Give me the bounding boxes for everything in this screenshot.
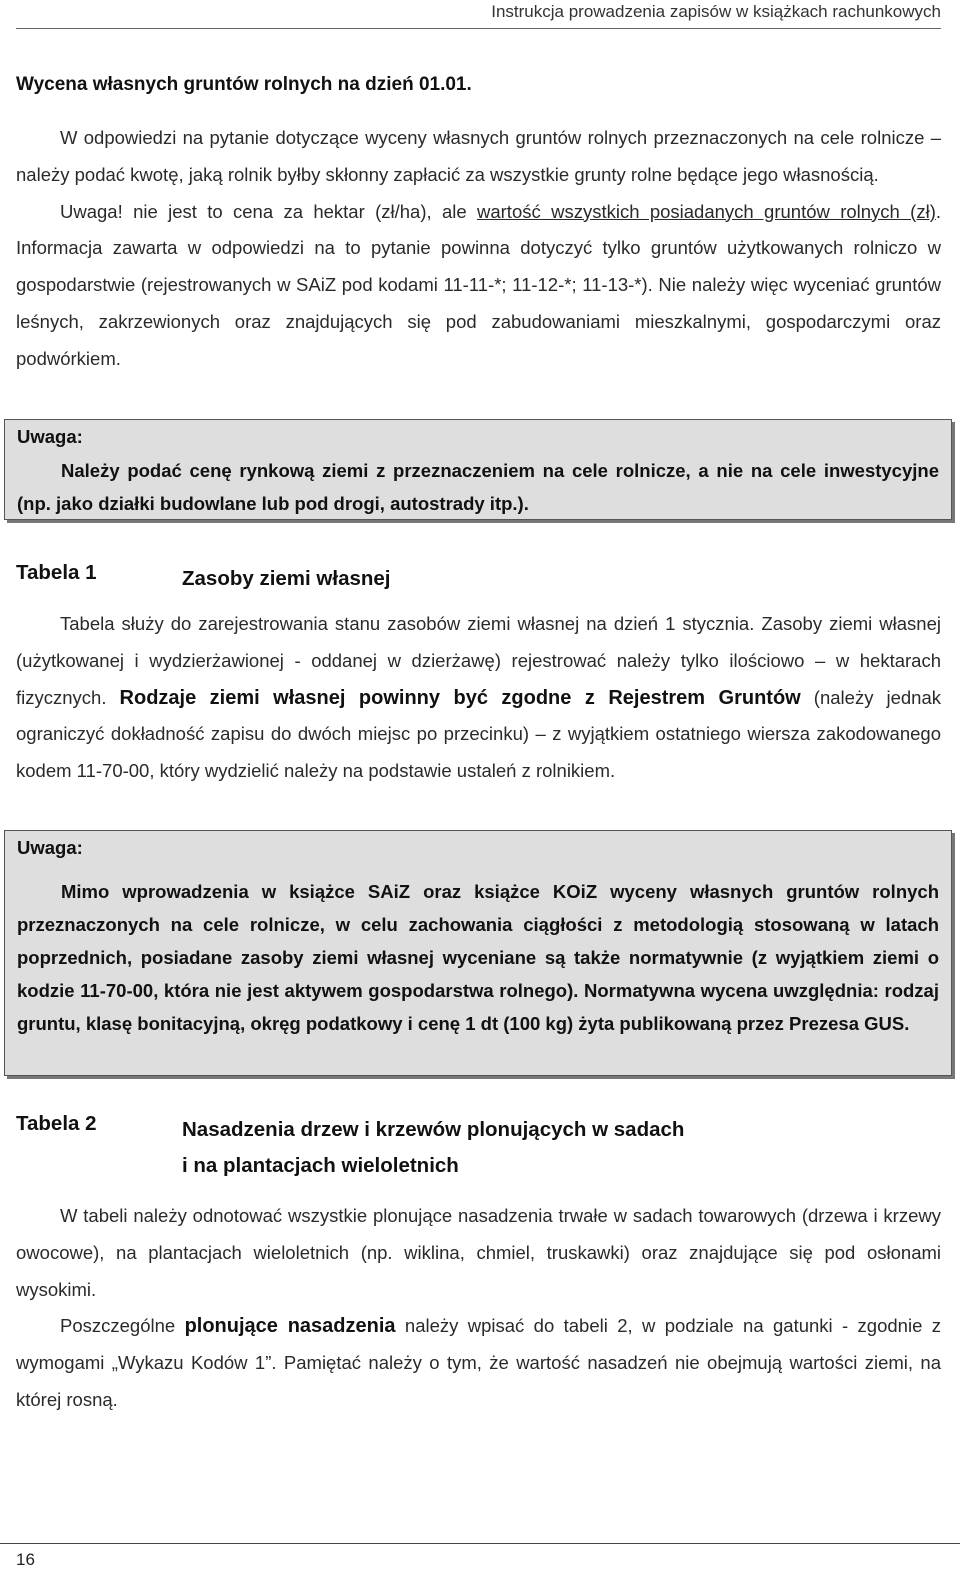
table1-body <box>16 606 941 790</box>
paragraph-warning <box>16 194 941 378</box>
table2-bold-phrase: plonujące nasadzenia <box>184 1315 396 1338</box>
table2-title-line1: Nasadzenia drzew i krzewów plonujących w sadach <box>182 1118 685 1141</box>
table2-title <box>182 1112 684 1184</box>
section-body <box>16 120 941 378</box>
table2-text-start: Poszczególne <box>60 1315 185 1337</box>
table2-text-end: należy wpisać do tabeli 2, w podziale na gatunki - zgodnie z wymogami „Wykazu Kodów 1”. Pamiętać należy o tym, że wartość nasadzeń nie obejmują wartości ziemi, na której rosną. <box>16 1315 941 1410</box>
table1-text-start: Tabela służy do zarejestrowania stanu zasobów ziemi własnej na dzień 1 stycznia. Zasoby ziemi własnej (użytkowanej i wydzierżawionej - oddanej w dzierżawę) rejestrować należy tylko ilościowo – w hektarach fizycznych. <box>16 613 941 708</box>
footer-rule <box>0 1543 960 1544</box>
note-label: Uwaga: <box>17 426 83 447</box>
note2-text: Mimo wprowadzenia w książce SAiZ oraz książce KOiZ wyceny własnych gruntów rolnych przeznaczonych na cele rolnicze, w celu zachowania ciągłości z metodologią stosowaną w latach poprzednich, posiadane zasoby ziemi własnej wyceniane są także normatywnie (z wyjątkiem ziemi o kodzie 11-70-00, która nie jest aktywem gospodarstwa rolnego). Normatywna wycena uwzględnia: rodzaj gruntu, klasę bonitacyjną, okręg podatkowy i cenę 1 dt (100 kg) żyta publikowaną przez Prezesa GUS. <box>17 881 939 1034</box>
table2-body <box>16 1198 941 1419</box>
page-number: 16 <box>16 1550 35 1569</box>
note-box-normative <box>4 830 952 1076</box>
paragraph-valuation: W odpowiedzi na pytanie dotyczące wyceny własnych gruntów rolnych przeznaczonych na cele rolnicze – należy podać kwotę, jaką rolnik byłby skłonny zapłacić za wszystkie grunty rolne będące jego własnością. <box>16 127 941 185</box>
table2-paragraph1: W tabeli należy odnotować wszystkie plonujące nasadzenia trwałe w sadach towarowych (drzewa i krzewy owocowe), na plantacjach wieloletnich (np. wiklina, chmiel, truskawki) oraz znajdujące się pod osłonami wysokimi. <box>16 1205 941 1300</box>
note-text: Należy podać cenę rynkową ziemi z przeznaczeniem na cele rolnicze, a nie na cele inwestycyjne (np. jako działki budowlane lub pod drogi, autostrady itp.). <box>17 460 939 514</box>
warning-text-end: . Informacja zawarta w odpowiedzi na to pytanie powinna dotyczyć tylko gruntów użytkowanych rolniczo w gospodarstwie (rejestrowanych w SAiZ pod kodami 11-11-*; 11-12-*; 11-13-*). Nie należy więc wyceniać gruntów leśnych, zakrzewionych oraz znajdujących się pod zabudowaniami mieszkalnymi, gospodarczymi oraz podwórkiem. <box>16 200 941 369</box>
running-header: Instrukcja prowadzenia zapisów w książkach rachunkowych <box>16 2 941 29</box>
table2-title-line2: i na plantacjach wieloletnich <box>182 1154 459 1177</box>
table1-paragraph <box>16 606 941 790</box>
section-title: Wycena własnych gruntów rolnych na dzień 01.01. <box>16 74 472 95</box>
table2-paragraph2 <box>16 1308 941 1418</box>
note-box-market-price <box>4 419 952 520</box>
note2-label: Uwaga: <box>17 837 83 858</box>
table2-heading <box>16 1112 684 1184</box>
table2-number: Tabela 2 <box>16 1112 97 1135</box>
table1-text-end: (należy jednak ograniczyć dokładność zapisu do dwóch miejsc po przecinku) – z wyjątkiem ostatniego wiersza zakodowanego kodem 11-70-00, który wydzielić należy na podstawie ustaleń z rolnikiem. <box>16 686 942 782</box>
table1-heading <box>16 561 391 597</box>
table1-bold-phrase: Rodzaje ziemi własnej powinny być zgodne z Rejestrem Gruntów <box>119 686 801 709</box>
underlined-phrase: wartość wszystkich posiadanych gruntów rolnych (zł) <box>477 200 936 222</box>
warning-text-start: Uwaga! nie jest to cena za hektar (zł/ha), ale <box>60 200 477 222</box>
table1-title: Zasoby ziemi własnej <box>182 567 391 590</box>
table1-number: Tabela 1 <box>16 561 97 584</box>
